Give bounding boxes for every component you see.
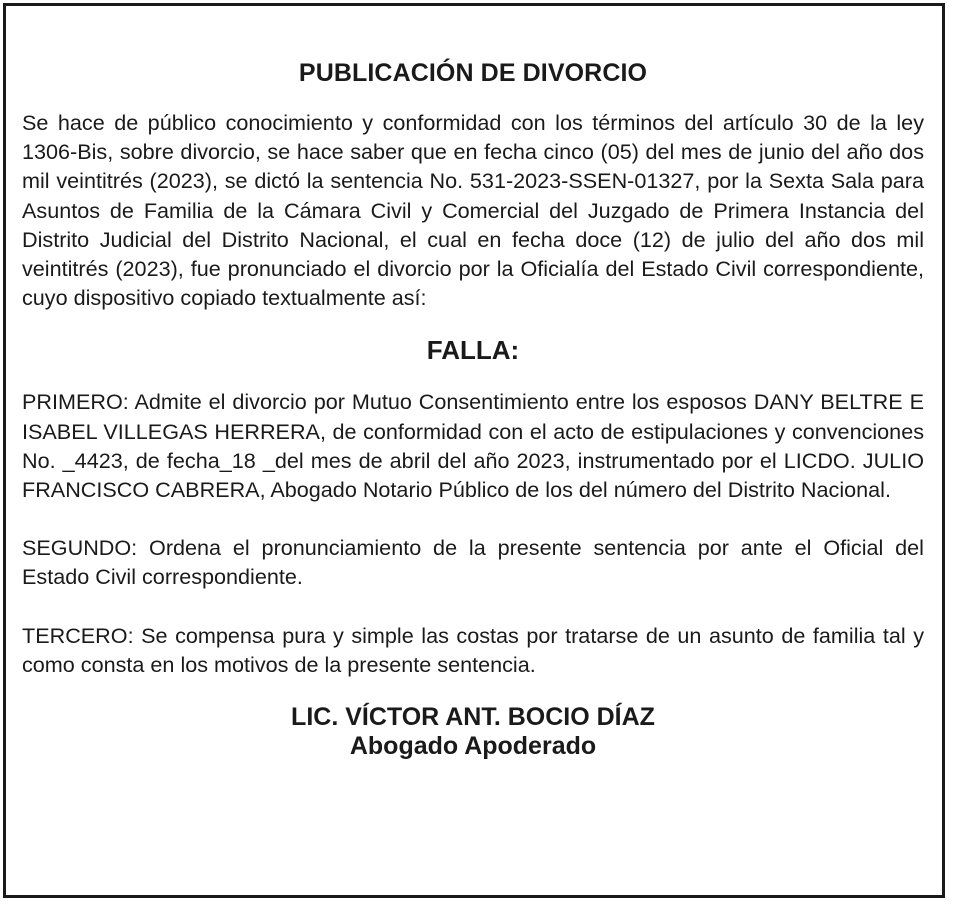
notice-content — [22, 6, 924, 761]
legal-notice — [3, 3, 945, 898]
falla-heading: FALLA: — [426, 335, 520, 366]
tercero-paragraph: TERCERO: Se compensa pura y simple las costas por tratarse de un asunto de familia tal y como consta en los motivos de la presente sentencia. — [22, 622, 924, 677]
signature-block — [22, 703, 924, 761]
primero-paragraph: PRIMERO: Admite el divorcio por Mutuo Consentimiento entre los esposos DANY BELTRE E ISABEL VILLEGAS HERRERA, de conformidad con el acto de estipulaciones y convenciones No. _4423, de fecha_18 _del mes de abril del año 2023, instrumentado por el LICDO. JULIO FRANCISCO CABRERA, Abogado Notario Público de los del número del Distrito Nacional. — [22, 389, 924, 503]
segundo-paragraph: SEGUNDO: Ordena el pronunciamiento de la presente sentencia por ante el Oficial del Estado Civil correspondiente. — [22, 535, 924, 590]
notice-title: PUBLICACIÓN DE DIVORCIO — [298, 59, 648, 87]
intro-paragraph: Se hace de público conocimiento y conformidad con los términos del artículo 30 de la ley 1306-Bis, sobre divorcio, se hace saber que en fecha cinco (05) del mes de junio del año dos mil veintitrés (2023), se dictó la sentencia No. 531-2023-SSEN-01327, por la Sexta Sala para Asuntos de Familia de la Cámara Civil y Comercial del Juzgado de Primera Instancia del Distrito Judicial del Distrito Nacional, el cual en fecha doce (12) de julio del año dos mil veintitrés (2023), fue pronunciado el divorcio por la Oficialía del Estado Civil correspondiente, cuyo dispositivo copiado textualmente así: — [22, 110, 924, 311]
signature-role: Abogado Apoderado — [349, 732, 597, 761]
signature-name: LIC. VÍCTOR ANT. BOCIO DÍAZ — [291, 703, 655, 732]
